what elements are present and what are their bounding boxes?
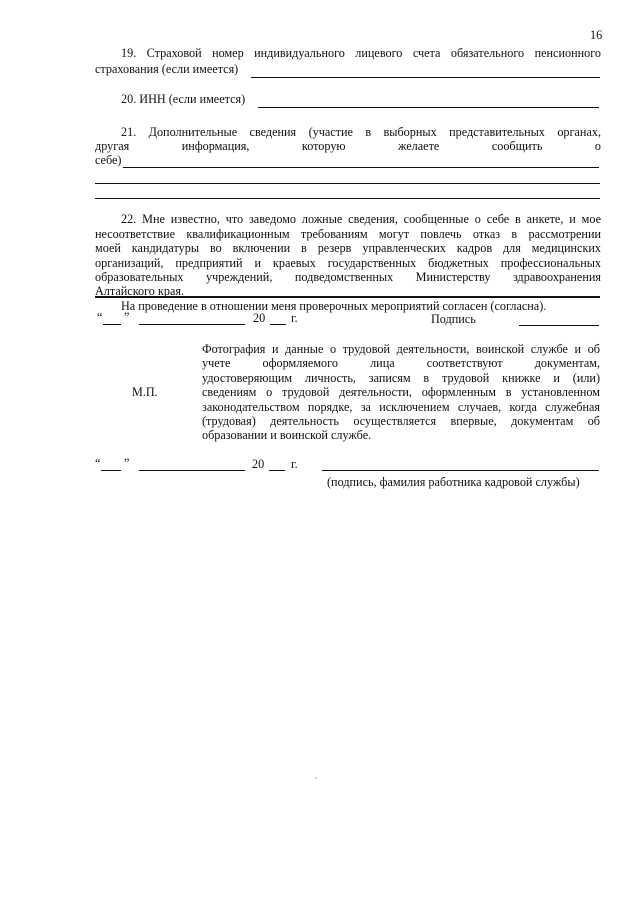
signature-label: Подпись bbox=[431, 312, 476, 326]
item21-field-line-1[interactable] bbox=[123, 167, 599, 168]
consent-quote-open: “ bbox=[97, 310, 103, 324]
item21-line2: другая информация, которую желаете сообщить о bbox=[95, 139, 601, 153]
item19-line2: страхования (если имеется) bbox=[95, 62, 239, 76]
item22-line6: Алтайского края. bbox=[95, 284, 185, 298]
verification-line1: Фотография и данные о трудовой деятельности, воинской службе и об bbox=[202, 342, 600, 356]
page-number: 16 bbox=[590, 28, 603, 42]
verification-line6: (трудовая) деятельность осуществляется впервые, документам об bbox=[202, 414, 600, 428]
hr-signature-caption: (подпись, фамилия работника кадровой службы) bbox=[327, 475, 580, 489]
hr-year-field[interactable] bbox=[269, 470, 285, 471]
consent-text: На проведение в отношении меня проверочных мероприятий согласен (согласна). bbox=[121, 299, 547, 313]
item21-line1: 21. Дополнительные сведения (участие в выборных представительных органах, bbox=[121, 125, 601, 139]
item19-field-line[interactable] bbox=[251, 77, 600, 78]
item22-line2: несоответствие квалификационным требованиям могут повлечь отказ в рассмотрении bbox=[95, 227, 601, 241]
hr-month-field[interactable] bbox=[139, 470, 245, 471]
verification-line5: законодательством порядке, за исключением случаев, когда служебная bbox=[202, 400, 600, 414]
hr-day-field[interactable] bbox=[101, 470, 121, 471]
stamp-label: М.П. bbox=[132, 385, 158, 399]
hr-quote-open: “ bbox=[95, 456, 101, 470]
consent-year-prefix: 20 bbox=[253, 311, 266, 325]
hr-signature-field[interactable] bbox=[322, 470, 599, 471]
item21-field-line-3[interactable] bbox=[95, 198, 600, 199]
verification-line3: удостоверяющим личность, записям в трудовой книжке и (или) bbox=[202, 371, 600, 385]
item22-line4: организаций, предприятий и краевых государственных бюджетных профессиональных bbox=[95, 256, 601, 270]
item22-line1: 22. Мне известно, что заведомо ложные сведения, сообщенные о себе в анкете, и мое bbox=[121, 212, 601, 226]
item20-field-line[interactable] bbox=[258, 107, 599, 108]
scan-speck bbox=[315, 777, 317, 779]
item22-line5: образовательных учреждений, подведомственных Министерству здравоохранения bbox=[95, 270, 601, 284]
consent-day-field[interactable] bbox=[103, 324, 121, 325]
hr-quote-close: ” bbox=[124, 456, 130, 470]
hr-year-suffix: г. bbox=[291, 457, 298, 471]
verification-line7: образовании и воинской службе. bbox=[202, 428, 372, 442]
item21-line3: себе) bbox=[95, 153, 122, 167]
hr-year-prefix: 20 bbox=[252, 457, 265, 471]
consent-year-field[interactable] bbox=[270, 324, 286, 325]
consent-month-field[interactable] bbox=[139, 324, 245, 325]
divider bbox=[95, 296, 600, 298]
consent-year-suffix: г. bbox=[291, 311, 298, 325]
item20-label: 20. ИНН (если имеется) bbox=[121, 92, 246, 106]
consent-quote-close: ” bbox=[124, 310, 130, 324]
verification-line4: сведениям о трудовой деятельности, оформленным в установленном bbox=[202, 385, 600, 399]
item19-line1: 19. Страховой номер индивидуального лицевого счета обязательного пенсионного bbox=[121, 46, 601, 60]
item22-line3: моей кандидатуры во включении в резерв управленческих кадров для медицинских bbox=[95, 241, 601, 255]
item21-field-line-2[interactable] bbox=[95, 183, 600, 184]
verification-line2: учете оформляемого лица соответствуют документам, bbox=[202, 356, 600, 370]
signature-field[interactable] bbox=[519, 325, 599, 326]
